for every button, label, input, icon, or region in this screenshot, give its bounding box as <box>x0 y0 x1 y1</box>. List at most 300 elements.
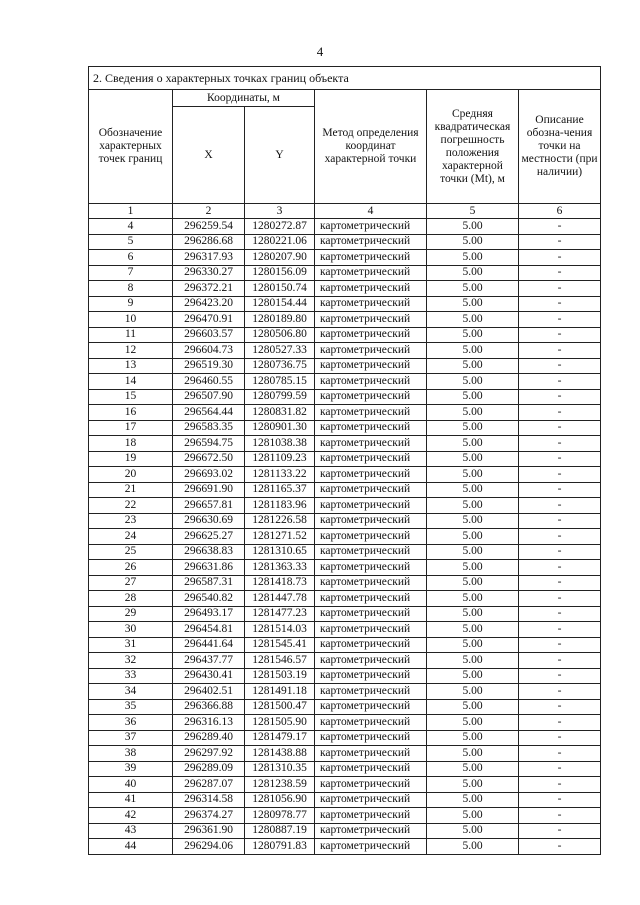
method-cell: картометрический <box>315 234 427 250</box>
method-cell: картометрический <box>315 544 427 560</box>
table-row <box>89 513 601 529</box>
method-cell: картометрический <box>315 343 427 359</box>
description-cell: - <box>519 482 601 498</box>
point-number: 27 <box>89 575 173 591</box>
point-number: 33 <box>89 668 173 684</box>
table-row <box>89 622 601 638</box>
description-cell: - <box>519 265 601 281</box>
page-number: 4 <box>316 44 324 59</box>
table-row <box>89 684 601 700</box>
point-number: 15 <box>89 389 173 405</box>
error-cell: 5.00 <box>427 265 519 281</box>
method-cell: картометрический <box>315 575 427 591</box>
coord-y: 1281500.47 <box>245 699 315 715</box>
coord-y: 1280156.09 <box>245 265 315 281</box>
point-number: 43 <box>89 823 173 839</box>
description-cell: - <box>519 451 601 467</box>
table-row <box>89 498 601 514</box>
method-cell: картометрический <box>315 746 427 762</box>
method-cell: картометрический <box>315 529 427 545</box>
coord-y: 1280527.33 <box>245 343 315 359</box>
coord-y: 1281109.23 <box>245 451 315 467</box>
description-cell: - <box>519 544 601 560</box>
description-cell: - <box>519 637 601 653</box>
method-cell: картометрический <box>315 405 427 421</box>
coord-x: 296423.20 <box>173 296 245 312</box>
table-row <box>89 792 601 808</box>
table-row <box>89 451 601 467</box>
table-row <box>89 482 601 498</box>
coord-x: 296603.57 <box>173 327 245 343</box>
column-number: 3 <box>245 204 315 219</box>
error-cell: 5.00 <box>427 839 519 855</box>
coord-y: 1280736.75 <box>245 358 315 374</box>
error-cell: 5.00 <box>427 296 519 312</box>
coord-y: 1280831.82 <box>245 405 315 421</box>
coord-x: 296672.50 <box>173 451 245 467</box>
table-row <box>89 281 601 297</box>
coord-x: 296372.21 <box>173 281 245 297</box>
coord-y: 1281477.23 <box>245 606 315 622</box>
method-cell: картометрический <box>315 420 427 436</box>
error-cell: 5.00 <box>427 715 519 731</box>
method-cell: картометрический <box>315 684 427 700</box>
point-number: 12 <box>89 343 173 359</box>
method-cell: картометрический <box>315 637 427 653</box>
table-row <box>89 296 601 312</box>
coord-y: 1281271.52 <box>245 529 315 545</box>
coord-y: 1280189.80 <box>245 312 315 328</box>
method-cell: картометрический <box>315 653 427 669</box>
error-cell: 5.00 <box>427 637 519 653</box>
table-row <box>89 436 601 452</box>
coord-y: 1280150.74 <box>245 281 315 297</box>
table-row <box>89 653 601 669</box>
coord-y: 1280154.44 <box>245 296 315 312</box>
error-cell: 5.00 <box>427 234 519 250</box>
description-cell: - <box>519 839 601 855</box>
description-cell: - <box>519 498 601 514</box>
section-title: 2. Сведения о характерных точках границ объекта <box>89 67 601 90</box>
coord-y: 1281133.22 <box>245 467 315 483</box>
coord-x: 296297.92 <box>173 746 245 762</box>
coord-y: 1281514.03 <box>245 622 315 638</box>
point-number: 37 <box>89 730 173 746</box>
point-number: 36 <box>89 715 173 731</box>
error-cell: 5.00 <box>427 699 519 715</box>
point-number: 31 <box>89 637 173 653</box>
coord-x: 296691.90 <box>173 482 245 498</box>
coord-x: 296604.73 <box>173 343 245 359</box>
table-row <box>89 327 601 343</box>
description-cell: - <box>519 653 601 669</box>
error-cell: 5.00 <box>427 513 519 529</box>
method-cell: картометрический <box>315 777 427 793</box>
coord-x: 296289.40 <box>173 730 245 746</box>
error-cell: 5.00 <box>427 761 519 777</box>
coord-x: 296430.41 <box>173 668 245 684</box>
method-cell: картометрический <box>315 436 427 452</box>
point-number: 34 <box>89 684 173 700</box>
method-cell: картометрический <box>315 699 427 715</box>
method-cell: картометрический <box>315 296 427 312</box>
point-number: 18 <box>89 436 173 452</box>
table-row <box>89 219 601 235</box>
coord-y: 1281479.17 <box>245 730 315 746</box>
table-row <box>89 529 601 545</box>
method-cell: картометрический <box>315 312 427 328</box>
point-number: 40 <box>89 777 173 793</box>
coord-x: 296289.09 <box>173 761 245 777</box>
error-cell: 5.00 <box>427 575 519 591</box>
method-cell: картометрический <box>315 823 427 839</box>
coord-y: 1281418.73 <box>245 575 315 591</box>
coord-x: 296507.90 <box>173 389 245 405</box>
coord-y: 1281310.65 <box>245 544 315 560</box>
coord-x: 296437.77 <box>173 653 245 669</box>
column-number: 4 <box>315 204 427 219</box>
header-point: Обозначение характерных точек границ <box>89 90 173 204</box>
description-cell: - <box>519 684 601 700</box>
point-number: 44 <box>89 839 173 855</box>
table-row <box>89 637 601 653</box>
coord-y: 1281491.18 <box>245 684 315 700</box>
table-row <box>89 250 601 266</box>
coord-x: 296625.27 <box>173 529 245 545</box>
error-cell: 5.00 <box>427 730 519 746</box>
point-number: 42 <box>89 808 173 824</box>
coord-y: 1281363.33 <box>245 560 315 576</box>
coord-x: 296587.31 <box>173 575 245 591</box>
point-number: 22 <box>89 498 173 514</box>
coord-y: 1281038.38 <box>245 436 315 452</box>
method-cell: картометрический <box>315 219 427 235</box>
description-cell: - <box>519 730 601 746</box>
table-row <box>89 560 601 576</box>
point-number: 38 <box>89 746 173 762</box>
error-cell: 5.00 <box>427 343 519 359</box>
column-number: 1 <box>89 204 173 219</box>
error-cell: 5.00 <box>427 684 519 700</box>
table-row <box>89 575 601 591</box>
error-cell: 5.00 <box>427 606 519 622</box>
coord-y: 1281503.19 <box>245 668 315 684</box>
error-cell: 5.00 <box>427 808 519 824</box>
coord-x: 296402.51 <box>173 684 245 700</box>
method-cell: картометрический <box>315 715 427 731</box>
table-row <box>89 777 601 793</box>
description-cell: - <box>519 281 601 297</box>
error-cell: 5.00 <box>427 451 519 467</box>
method-cell: картометрический <box>315 792 427 808</box>
error-cell: 5.00 <box>427 250 519 266</box>
table-row <box>89 730 601 746</box>
point-number: 41 <box>89 792 173 808</box>
coord-y: 1281546.57 <box>245 653 315 669</box>
table-row <box>89 312 601 328</box>
coord-y: 1280799.59 <box>245 389 315 405</box>
coord-y: 1280221.06 <box>245 234 315 250</box>
error-cell: 5.00 <box>427 405 519 421</box>
error-cell: 5.00 <box>427 777 519 793</box>
error-cell: 5.00 <box>427 622 519 638</box>
point-number: 7 <box>89 265 173 281</box>
error-cell: 5.00 <box>427 482 519 498</box>
method-cell: картометрический <box>315 591 427 607</box>
description-cell: - <box>519 761 601 777</box>
point-number: 29 <box>89 606 173 622</box>
description-cell: - <box>519 591 601 607</box>
method-cell: картометрический <box>315 327 427 343</box>
coord-x: 296314.58 <box>173 792 245 808</box>
point-number: 16 <box>89 405 173 421</box>
method-cell: картометрический <box>315 839 427 855</box>
coord-x: 296460.55 <box>173 374 245 390</box>
coord-x: 296441.64 <box>173 637 245 653</box>
table-row <box>89 808 601 824</box>
description-cell: - <box>519 234 601 250</box>
coord-y: 1280901.30 <box>245 420 315 436</box>
description-cell: - <box>519 405 601 421</box>
method-cell: картометрический <box>315 761 427 777</box>
boundary-points-table <box>88 66 601 855</box>
coord-x: 296259.54 <box>173 219 245 235</box>
description-cell: - <box>519 575 601 591</box>
table-row <box>89 265 601 281</box>
error-cell: 5.00 <box>427 591 519 607</box>
header-coordinates: Координаты, м <box>173 90 315 107</box>
coord-x: 296317.93 <box>173 250 245 266</box>
method-cell: картометрический <box>315 358 427 374</box>
coord-y: 1280207.90 <box>245 250 315 266</box>
description-cell: - <box>519 389 601 405</box>
coord-x: 296493.17 <box>173 606 245 622</box>
table-row <box>89 374 601 390</box>
error-cell: 5.00 <box>427 653 519 669</box>
description-cell: - <box>519 808 601 824</box>
point-number: 5 <box>89 234 173 250</box>
table-row <box>89 668 601 684</box>
description-cell: - <box>519 823 601 839</box>
table-row <box>89 358 601 374</box>
description-cell: - <box>519 746 601 762</box>
coord-x: 296693.02 <box>173 467 245 483</box>
coord-x: 296366.88 <box>173 699 245 715</box>
coord-x: 296638.83 <box>173 544 245 560</box>
coord-x: 296631.86 <box>173 560 245 576</box>
method-cell: картометрический <box>315 250 427 266</box>
header-y: Y <box>245 107 315 204</box>
error-cell: 5.00 <box>427 792 519 808</box>
method-cell: картометрический <box>315 560 427 576</box>
coord-x: 296287.07 <box>173 777 245 793</box>
coord-x: 296594.75 <box>173 436 245 452</box>
method-cell: картометрический <box>315 467 427 483</box>
description-cell: - <box>519 529 601 545</box>
coord-y: 1281505.90 <box>245 715 315 731</box>
point-number: 30 <box>89 622 173 638</box>
table-row <box>89 746 601 762</box>
coord-x: 296286.68 <box>173 234 245 250</box>
description-cell: - <box>519 358 601 374</box>
point-number: 19 <box>89 451 173 467</box>
method-cell: картометрический <box>315 281 427 297</box>
coord-y: 1281183.96 <box>245 498 315 514</box>
coord-y: 1281438.88 <box>245 746 315 762</box>
point-number: 23 <box>89 513 173 529</box>
coord-x: 296294.06 <box>173 839 245 855</box>
coord-y: 1281545.41 <box>245 637 315 653</box>
coord-y: 1280506.80 <box>245 327 315 343</box>
error-cell: 5.00 <box>427 529 519 545</box>
coord-x: 296374.27 <box>173 808 245 824</box>
table-row <box>89 606 601 622</box>
error-cell: 5.00 <box>427 746 519 762</box>
point-number: 26 <box>89 560 173 576</box>
method-cell: картометрический <box>315 513 427 529</box>
table-row <box>89 467 601 483</box>
description-cell: - <box>519 420 601 436</box>
error-cell: 5.00 <box>427 467 519 483</box>
error-cell: 5.00 <box>427 219 519 235</box>
description-cell: - <box>519 606 601 622</box>
point-number: 24 <box>89 529 173 545</box>
table-row <box>89 389 601 405</box>
table-row <box>89 591 601 607</box>
coord-y: 1280791.83 <box>245 839 315 855</box>
coord-y: 1281056.90 <box>245 792 315 808</box>
method-cell: картометрический <box>315 451 427 467</box>
point-number: 28 <box>89 591 173 607</box>
error-cell: 5.00 <box>427 560 519 576</box>
coord-y: 1280785.15 <box>245 374 315 390</box>
method-cell: картометрический <box>315 606 427 622</box>
error-cell: 5.00 <box>427 312 519 328</box>
error-cell: 5.00 <box>427 374 519 390</box>
point-number: 20 <box>89 467 173 483</box>
point-number: 17 <box>89 420 173 436</box>
description-cell: - <box>519 436 601 452</box>
description-cell: - <box>519 792 601 808</box>
coord-y: 1281310.35 <box>245 761 315 777</box>
error-cell: 5.00 <box>427 420 519 436</box>
method-cell: картометрический <box>315 482 427 498</box>
table-row <box>89 839 601 855</box>
coord-x: 296583.35 <box>173 420 245 436</box>
method-cell: картометрический <box>315 668 427 684</box>
column-number: 5 <box>427 204 519 219</box>
point-number: 9 <box>89 296 173 312</box>
header-x: X <box>173 107 245 204</box>
description-cell: - <box>519 715 601 731</box>
header-method: Метод определения координат характерной точки <box>315 90 427 204</box>
coord-x: 296316.13 <box>173 715 245 731</box>
error-cell: 5.00 <box>427 327 519 343</box>
point-number: 14 <box>89 374 173 390</box>
description-cell: - <box>519 777 601 793</box>
point-number: 10 <box>89 312 173 328</box>
table-row <box>89 405 601 421</box>
coord-y: 1281165.37 <box>245 482 315 498</box>
error-cell: 5.00 <box>427 668 519 684</box>
method-cell: картометрический <box>315 730 427 746</box>
coord-x: 296330.27 <box>173 265 245 281</box>
coord-x: 296564.44 <box>173 405 245 421</box>
description-cell: - <box>519 312 601 328</box>
error-cell: 5.00 <box>427 498 519 514</box>
table-row <box>89 715 601 731</box>
error-cell: 5.00 <box>427 823 519 839</box>
table-row <box>89 234 601 250</box>
table-row <box>89 699 601 715</box>
description-cell: - <box>519 374 601 390</box>
description-cell: - <box>519 327 601 343</box>
coord-x: 296540.82 <box>173 591 245 607</box>
table-row <box>89 420 601 436</box>
description-cell: - <box>519 219 601 235</box>
coord-y: 1280272.87 <box>245 219 315 235</box>
table-body <box>89 219 601 855</box>
method-cell: картометрический <box>315 622 427 638</box>
coord-x: 296361.90 <box>173 823 245 839</box>
table-row <box>89 343 601 359</box>
coord-y: 1281226.58 <box>245 513 315 529</box>
method-cell: картометрический <box>315 374 427 390</box>
description-cell: - <box>519 296 601 312</box>
coord-x: 296519.30 <box>173 358 245 374</box>
description-cell: - <box>519 250 601 266</box>
coord-x: 296454.81 <box>173 622 245 638</box>
point-number: 13 <box>89 358 173 374</box>
coord-y: 1281238.59 <box>245 777 315 793</box>
coord-y: 1281447.78 <box>245 591 315 607</box>
point-number: 25 <box>89 544 173 560</box>
header-error: Средняя квадратическая погрешность положения характерной точки (Mt), м <box>427 90 519 204</box>
method-cell: картометрический <box>315 389 427 405</box>
error-cell: 5.00 <box>427 436 519 452</box>
description-cell: - <box>519 560 601 576</box>
coord-x: 296630.69 <box>173 513 245 529</box>
method-cell: картометрический <box>315 265 427 281</box>
description-cell: - <box>519 699 601 715</box>
error-cell: 5.00 <box>427 358 519 374</box>
point-number: 32 <box>89 653 173 669</box>
point-number: 35 <box>89 699 173 715</box>
table-row <box>89 823 601 839</box>
point-number: 21 <box>89 482 173 498</box>
description-cell: - <box>519 467 601 483</box>
point-number: 11 <box>89 327 173 343</box>
header-description: Описание обозна-чения точки на местности (при наличии) <box>519 90 601 204</box>
coord-x: 296470.91 <box>173 312 245 328</box>
error-cell: 5.00 <box>427 389 519 405</box>
method-cell: картометрический <box>315 498 427 514</box>
coord-x: 296657.81 <box>173 498 245 514</box>
error-cell: 5.00 <box>427 281 519 297</box>
point-number: 6 <box>89 250 173 266</box>
column-number-row <box>89 204 601 219</box>
coord-y: 1280887.19 <box>245 823 315 839</box>
description-cell: - <box>519 513 601 529</box>
description-cell: - <box>519 668 601 684</box>
column-number: 2 <box>173 204 245 219</box>
coord-y: 1280978.77 <box>245 808 315 824</box>
table-row <box>89 544 601 560</box>
description-cell: - <box>519 622 601 638</box>
error-cell: 5.00 <box>427 544 519 560</box>
table-row <box>89 761 601 777</box>
point-number: 4 <box>89 219 173 235</box>
